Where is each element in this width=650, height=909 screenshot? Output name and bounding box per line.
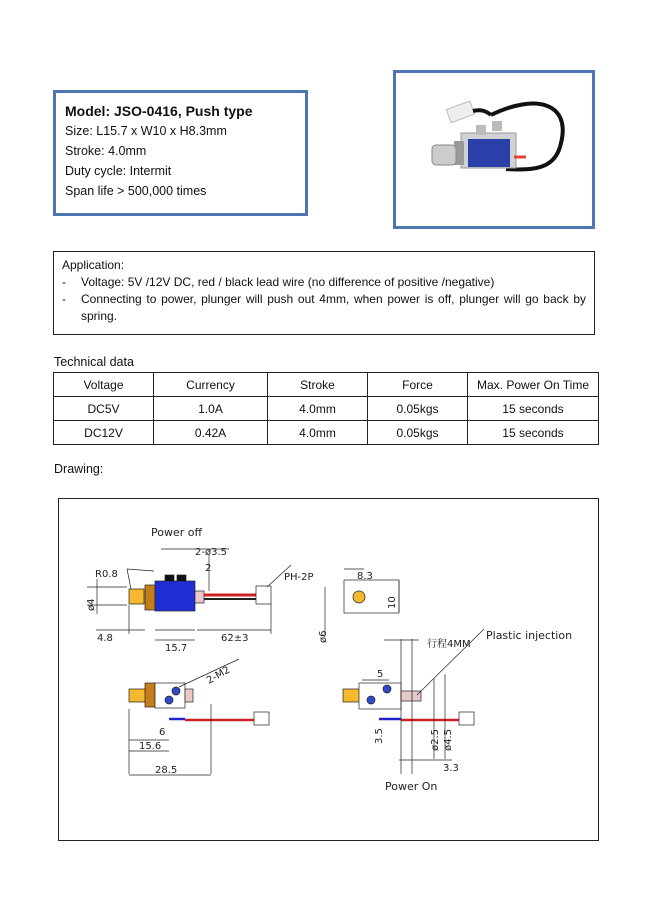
label-5: 5 (377, 669, 384, 680)
cell: 4.0mm (268, 397, 368, 421)
label-10: 10 (387, 596, 398, 609)
model-life: Span life > 500,000 times (65, 184, 207, 198)
cell: 0.05kgs (368, 421, 468, 445)
header-max-power-on-time: Max. Power On Time (468, 373, 599, 397)
cell: 0.05kgs (368, 397, 468, 421)
cell: 15 seconds (468, 421, 599, 445)
label-ph2p: PH-2P (284, 572, 314, 583)
cell: 1.0A (154, 397, 268, 421)
label-r08: R0.8 (95, 569, 118, 580)
label-power-off: Power off (151, 526, 203, 539)
product-photo (393, 70, 595, 229)
cell: 15 seconds (468, 397, 599, 421)
application-box: Application: - Voltage: 5V /12V DC, red / black lead wire (no difference of positive /negative) - Connecting to power, plunger will push out 4mm, when power is off, plunger will go back by spring. (53, 251, 595, 335)
table-header-row (54, 373, 599, 397)
model-title: Model: JSO-0416, Push type (65, 103, 253, 119)
header-stroke: Stroke (268, 373, 368, 397)
label-62: 62±3 (221, 633, 249, 644)
technical-drawing (58, 498, 599, 841)
label-28-5: 28.5 (155, 765, 178, 776)
header-force: Force (368, 373, 468, 397)
technical-data-table (53, 372, 599, 445)
label-power-on: Power On (385, 780, 438, 793)
label-holes: 2-ø3.5 (195, 547, 227, 558)
cell: DC12V (54, 421, 154, 445)
label-4-8: 4.8 (97, 633, 113, 644)
table-row (54, 397, 599, 421)
drawing-heading: Drawing: (54, 462, 104, 476)
label-15-7: 15.7 (165, 643, 188, 654)
header-currency: Currency (154, 373, 268, 397)
application-item: Voltage: 5V /12V DC, red / black lead wire (no difference of positive /negative) (81, 275, 495, 289)
label-d4: ø4 (86, 598, 97, 611)
header-voltage: Voltage (54, 373, 154, 397)
model-stroke: Stroke: 4.0mm (65, 144, 147, 158)
model-duty: Duty cycle: Intermit (65, 164, 172, 178)
cell: 0.42A (154, 421, 268, 445)
label-3-5: 3.5 (374, 728, 385, 744)
table-row (54, 421, 599, 445)
label-d2-5: ø2.5 (430, 728, 441, 751)
label-d6: ø6 (318, 630, 329, 643)
application-item: Connecting to power, plunger will push out 4mm, when power is off, plunger will go back by spring. (81, 292, 586, 323)
label-2-m2: 2-M2 (205, 664, 233, 687)
label-stroke: 行程4MM (427, 639, 471, 650)
cell: 4.0mm (268, 421, 368, 445)
application-title: Application: (62, 258, 125, 272)
label-plastic-injection: Plastic injection (486, 629, 573, 642)
model-size: Size: L15.7 x W10 x H8.3mm (65, 124, 227, 138)
cell: DC5V (54, 397, 154, 421)
technical-data-heading: Technical data (54, 355, 134, 369)
model-spec-box (53, 90, 308, 216)
label-3-3: 3.3 (443, 763, 459, 774)
label-8-3: 8.3 (357, 571, 373, 582)
label-d4-5: ø4.5 (443, 728, 454, 751)
label-6: 6 (159, 727, 166, 738)
label-15-6: 15.6 (139, 741, 162, 752)
label-h2: 2 (205, 563, 212, 574)
